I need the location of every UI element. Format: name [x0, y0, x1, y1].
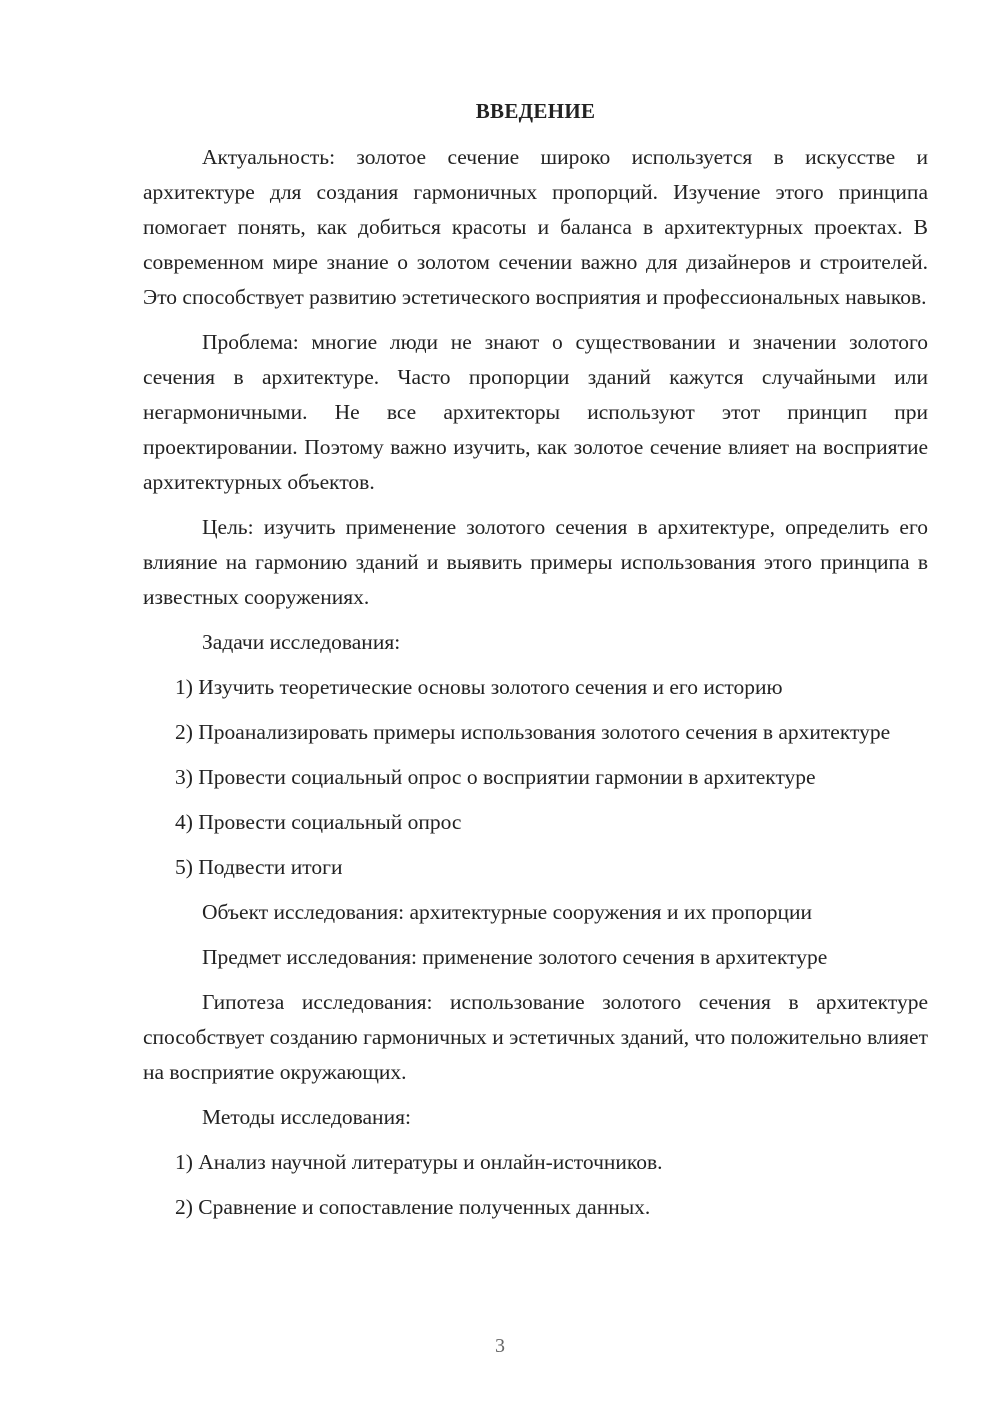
- task-item: 1) Изучить теоретические основы золотого сечения и его историю: [175, 675, 783, 699]
- page-title: ВВЕДЕНИЕ: [475, 99, 596, 123]
- hypothesis-paragraph: Гипотеза исследования: использование золотого сечения в архитектуре способствует созданию гармоничных и эстетичных зданий, что положительно влияет на восприятие окружающих.: [143, 990, 928, 1084]
- research-subject: Предмет исследования: применение золотого сечения в архитектуре: [202, 945, 828, 969]
- task-item: 2) Проанализировать примеры использования золотого сечения в архитектуре: [175, 720, 891, 744]
- methods-heading: Методы исследования:: [202, 1105, 411, 1129]
- method-item: 2) Сравнение и сопоставление полученных данных.: [175, 1195, 651, 1219]
- problem-paragraph: Проблема: многие люди не знают о существовании и значении золотого сечения в архитектуре. Часто пропорции зданий кажутся случайными или негармоничными. Не все архитекторы используют этот принцип при проектировании. Поэтому важно изучить, как золотое сечение влияет на восприятие архитектурных объектов.: [143, 330, 928, 494]
- research-object: Объект исследования: архитектурные сооружения и их пропорции: [202, 900, 812, 924]
- task-item: 4) Провести социальный опрос: [175, 810, 462, 834]
- document-page: [143, 94, 928, 1235]
- task-item: 5) Подвести итоги: [175, 855, 343, 879]
- relevance-paragraph: Актуальность: золотое сечение широко используется в искусстве и архитектуре для создания гармоничных пропорций. Изучение этого принципа помогает понять, как добиться красоты и баланса в архитектурных проектах. В современном мире знание о золотом сечении важно для дизайнеров и строителей. Это способствует развитию эстетического восприятия и профессиональных навыков.: [143, 145, 928, 309]
- tasks-heading: Задачи исследования:: [202, 630, 401, 654]
- task-item: 3) Провести социальный опрос о восприятии гармонии в архитектуре: [175, 765, 816, 789]
- goal-paragraph: Цель: изучить применение золотого сечения в архитектуре, определить его влияние на гармонию зданий и выявить примеры использования этого принципа в известных сооружениях.: [143, 515, 928, 609]
- method-item: 1) Анализ научной литературы и онлайн-источников.: [175, 1150, 663, 1174]
- page-number: 3: [495, 1335, 505, 1357]
